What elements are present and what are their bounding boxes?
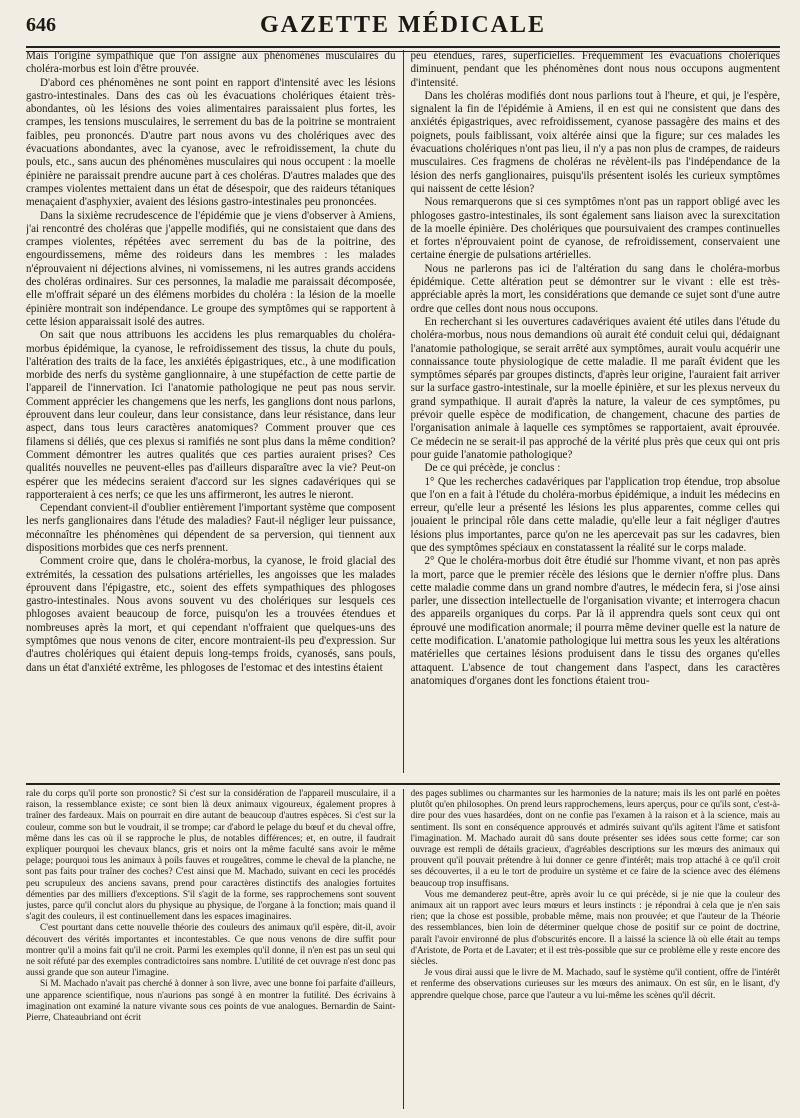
main-column-left	[26, 50, 396, 773]
paragraph: Nous remarquerons que si ces symptômes n'ont pas un rapport obligé avec les phlogoses gastro-intestinales, ils sont également sans liaison avec la surexcitation de la moelle épinière. Des cholériques que poursuivaient des crampes continuelles et fortes n'éprouvaient point de cyanose, de refroidissement, conservaient une certaine énergie de pulsations artérielles.	[410, 196, 780, 262]
feuilleton-column-right	[411, 789, 781, 1109]
column-divider	[403, 789, 404, 1109]
paragraph: Cependant convient-il d'oublier entièrement l'important système que composent les nerfs ganglionaires dans l'étude des maladies? Faut-il négliger leur puissance, méconnaître les phénomènes qui dépendent de sa perversion, qui tiennent aux dispositions morbides que ces nerfs prennent.	[26, 502, 396, 554]
feuilleton-column-left	[26, 789, 396, 1109]
paragraph: D'abord ces phénomènes ne sont point en rapport d'intensité avec les lésions gastro-intestinales. Dans des cas où les évacuations cholériques étaient très-abondantes, où les lésions des voies alimentaires paraissaient plus fortes, les crampes, les tensions musculaires, le serrement du bas de la poitrine se montraient faibles, peu prononcés. D'autre part nous avons vu des cholériques avec des évacuations abondantes, avec la cyanose, avec le refroidissement, la chute du pouls, etc., sans aucun des phénomènes musculaires qui nous occupent : la moelle épinière ne paraissait prendre aucune part à ces choléras. D'autres malades que des crampes violentes mettaient dans un état de désespoir, que des raideurs tétaniques menaçaient d'asphyxier, avaient des lésions gastro-intestinales peu prononcées.	[26, 76, 396, 209]
paragraph: rale du corps qu'il porte son pronostic? Si c'est sur la considération de l'appareil musculaire, il a raison, la ressemblance existe; ce sont bien là deux animaux vigoureux, également propres à traîner des fardeaux. Mais on pourrait en dire autant de beaucoup d'autres espèces. Si c'est sur la couleur, comme son but le voudrait, il se trompe; car d'abord le pelage du bœuf et du cheval offre, même dans les cas où il se rapproche le plus, de notables différences; et, en outre, il faudrait expliquer pourquoi les chevaux blancs, gris et noirs ont la même faculté sans avoir le même pelage; pourquoi tous les animaux à poils fauves et rougeâtres, comme le cheval de la planche, ne sont pas faits pour traîner des coches? C'est ainsi que M. Machado, suivant en ceci les procédés peu scrupuleux des anciens savans, prend pour caractères distinctifs des analogies fortuites démenties par des milliers d'exceptions. S'il s'agit de la forme, ses rapprochemens sont souvent justes, parce qu'il conclut alors du physique au physique, de l'organe à la fonction; mais quand il s'agit des couleurs, il est continuellement dans les espaces imaginaires.	[26, 789, 396, 923]
running-title: GAZETTE MÉDICALE	[259, 12, 547, 38]
paragraph: On sait que nous attribuons les accidens les plus remarquables du choléra-morbus épidémique, la cyanose, le refroidissement des tissus, la chute du pouls, l'altération des traits de la face, les anxiétés épigastriques, etc., à une modification morbide des nerfs du système ganglionnaire, à une stupéfaction de cette partie de l'appareil de l'innervation. Ici l'anatomie pathologique ne peut pas nous servir. Comment apprécier les changemens que les nerfs, les ganglions dont nous parlons, éprouvent dans leur couleur, dans leur consistance, dans leur résistance, dans leur aspect, dans tous leurs caractères anatomiques? Comment prouver que ces filamens si déliés, que ces plexus si ramifiés ne sont plus dans la même condition? Comment démontrer les autres qualités que ces parties auraient prises? Ces qualités nouvelles ne peuvent-elles pas d'ailleurs disparaître avec la vie? Peut-on espérer que les médecins seraient d'accord sur les signes cadavériques qui se rapporteraient à ces nerfs; ce que les uns affirmeront, les autres le nieront.	[26, 329, 396, 501]
feuilleton-section	[26, 789, 780, 1109]
paragraph: 1° Que les recherches cadavériques par l'application trop étendue, trop absolue que l'on en a fait à l'étude du choléra-morbus épidémique, a induit les médecins en erreur, qu'elle leur a présenté les lésions les plus apparentes, comme celles qui jouaient le principal rôle dans cette maladie, qu'elle leur a fait négliger d'autres lésions plus importantes, parce qu'on ne les apercevait pas sur les cadavres, bien que des symptômes spéciaux en constatassent la réalité sur le corps malade.	[410, 475, 780, 554]
paragraph: Dans la sixième recrudescence de l'épidémie que je viens d'observer à Amiens, j'ai rencontré des choléras que j'appelle modifiés, qui ne consistaient que dans des crampes violentes, répétées avec serrement du bas de la poitrine, des engourdissemens, même des roideurs dans les membres : les malades n'éprouvaient ni déjections alvines, ni vomissemens, ni les autres grands accidens des choléras ordinaires. Sur ces personnes, la maladie me paraissait décomposée, elle m'offrait séparé un des élémens morbides du choléra : la lésion de la moelle épinière montrait son indépendance. Le groupe des symptômes qui se rapportent à cette lésion apparaissait isolé des autres.	[26, 209, 396, 328]
main-column-right	[411, 50, 781, 773]
paragraph: Si M. Machado n'avait pas cherché à donner à son livre, avec une bonne foi parfaite d'ailleurs, une apparence scientifique, nous n'aurions pas songé à en montrer la futilité. Des écrivains à imagination ont examiné la nature vivante sous ces points de vue analogues. Bernardin de Saint-Pierre, Chateaubriand ont écrit	[26, 979, 396, 1024]
paragraph: En recherchant si les ouvertures cadavériques avaient été utiles dans l'étude du choléra-morbus, nous nous demandions où aurait été conduit celui qui, dédaignant l'anatomie pathologique, se serait arrêté aux symptômes, aurait voulu acquérir une connaissance toute physiologique de cette maladie. Il me paraît évident que les symptômes séparés par groupes distincts, d'après leur origine, l'auraient fait arriver sur la surface gastro-intestinale, sur la moelle épinière, et sur les plexus nerveux du grand sympathique. Il aurait d'après la nature, la valeur de ces symptômes, pu prévoir quelle espèce de modification, de changement, chacune des parties de l'organisation animale à laquelle ces symptômes se rapportaient, avait éprouvée. Ce médecin ne se serait-il pas approché de la vérité plus près que ceux qui ont pris pour guide l'anatomie pathologique?	[410, 315, 780, 461]
paragraph: peu étendues, rares, superficielles. Fréquemment les évacuations cholériques diminuent, pendant que les phénomènes dont nous nous occupons augmentent d'intensité.	[410, 50, 780, 89]
section-separator-rule	[26, 773, 780, 785]
paragraph: Dans les choléras modifiés dont nous parlions tout à l'heure, et qui, je l'espère, signalent la fin de l'épidémie à Amiens, il en est qui ne consistent que dans des anxiétés épigastriques, avec refroidissement, cyanose passagère des mains et des poignets, pouls faiblissant, voix altérée ainsi que la figure; sur ces malades les évacuations cholériques n'ont pas lieu, il n'y a pas non plus de crampes, de raideurs musculaires. Ces fragmens de choléras ne révèlent-ils pas l'indépendance de la lésion des nerfs ganglionaires, puisqu'ils présentent isolés les curieux symptômes qui naissent de cette lésion?	[410, 89, 780, 195]
paragraph: Mais l'origine sympathique que l'on assigne aux phénomènes musculaires du choléra-morbus est loin d'être prouvée.	[26, 50, 396, 76]
paragraph: C'est pourtant dans cette nouvelle théorie des couleurs des animaux qu'il espère, dit-il, avoir découvert des vérités importantes et incontestables. Ce que nous venons de dire suffit pour montrer qu'il a moins fait qu'il ne croit. Parmi les exemples qu'il donne, il n'en est pas un seul qui ne soit réfuté par des exemples contradictoires sans nombre. L'utilité de cet ouvrage n'est donc pas aussi grande que son auteur l'imagine.	[26, 923, 396, 979]
paragraph: des pages sublimes ou charmantes sur les harmonies de la nature; mais ils les ont parlé en poètes plutôt qu'en philosophes. On prend leurs rapprochemens, leurs aperçus, pour ce qu'ils sont, c'est-à-dire pour des vues hasardées, dont on ne confie pas l'examen à la raison et à la science, mais au sentiment. Ils sont en conséquence approuvés et admirés suivant qu'ils agitent l'âme et satisfont l'imagination. M. Machado aurait dû sans doute présenter ses idées sous cette forme; car son ouvrage est rempli de détails gracieux, d'agréables descriptions sur les mœurs des animaux qui prouvent qu'il pouvait prétendre à lui donner ce genre d'intérêt; mais trop attaché à ce qu'il croit ses découvertes, il a eu le tort de produire un système et ce faire de la science avec des élémens beaucoup trop insuffisans.	[410, 789, 780, 889]
paragraph: Vous me demanderez peut-être, après avoir lu ce qui précède, si je nie que la couleur des animaux ait un rapport avec leurs mœurs et leurs instincts : je répondrai à cela que je n'en sais rien; que la chose est possible, probable même, mais non prouvée; et que l'auteur de la Théorie des ressemblances, bien loin de déterminer quelque chose de positif sur ce point de doctrine, paraît l'avoir environné de plus d'obscurités encore. Il a laissé la science là où elle était au temps d'Aristote, de Porta et de Lavater; et il est très-possible que sur ce problème elle y reste encore des siècles.	[410, 889, 780, 968]
main-article	[26, 50, 780, 773]
page-number: 646	[26, 14, 56, 36]
column-divider	[403, 50, 404, 773]
page-header	[26, 0, 780, 50]
paragraph: 2° Que le choléra-morbus doit être étudié sur l'homme vivant, et non pas après la mort, parce que le premier récèle des lésions que le dernier n'offre plus. Dans cette maladie comme dans un grand nombre d'autres, le médecin fera, si j'ose ainsi parler, une dissection intellectuelle de l'organisation vivante; et interrogera chacun des appareils organiques du corps. Par là il apprendra quels sont ceux qui ont éprouvé une modification anormale; il pourra même deviner quelle est la nature de cette modification. L'anatomie pathologique lui mettra sous les yeux les altérations matérielles que certaines lésions produisent dans le tissu des organes qu'elles attaquent. L'absence de tout changement dans l'aspect, dans les caractères anatomiques d'organes dont les fonctions étaient trou-	[410, 555, 780, 687]
paragraph: Comment croire que, dans le choléra-morbus, la cyanose, le froid glacial des extrémités, la cessation des pulsations artérielles, les angoisses que les malades éprouvent dans l'épigastre, etc., soient des effets sympathiques des phlogoses gastro-intestinales. Nous avons souvent vu des cholériques sur lesquels ces phlogoses avaient beaucoup de force, puisqu'on les a trouvées étendues et nombreuses après la mort, et qui cependant n'offraient que quelques-uns des symptômes que nous venons de citer, encore montraient-ils peu d'expression. Sur d'autres cholériques qui étaient depuis long-temps froids, cyanosés, sans pouls, dans un état d'anxiété extrême, les phlogoses de l'estomac et des intestins étaient	[26, 555, 396, 674]
paragraph: De ce qui précède, je conclus :	[424, 462, 561, 475]
paragraph: Je vous dirai aussi que le livre de M. Machado, sauf le système qu'il contient, offre de l'intérêt et renferme des observations curieuses sur les mœurs des animaux. On est sûr, en le lisant, d'y apprendre quelque chose, parce que l'auteur a vu lui-même les scènes qu'il décrit.	[410, 968, 780, 1001]
paragraph: Nous ne parlerons pas ici de l'altération du sang dans le choléra-morbus épidémique. Cette altération peut se démontrer sur le vivant : elle est très-appréciable après la mort, les considérations que demande ce sujet sont d'une autre ordre que celles dont nous nous occupons.	[410, 262, 780, 315]
